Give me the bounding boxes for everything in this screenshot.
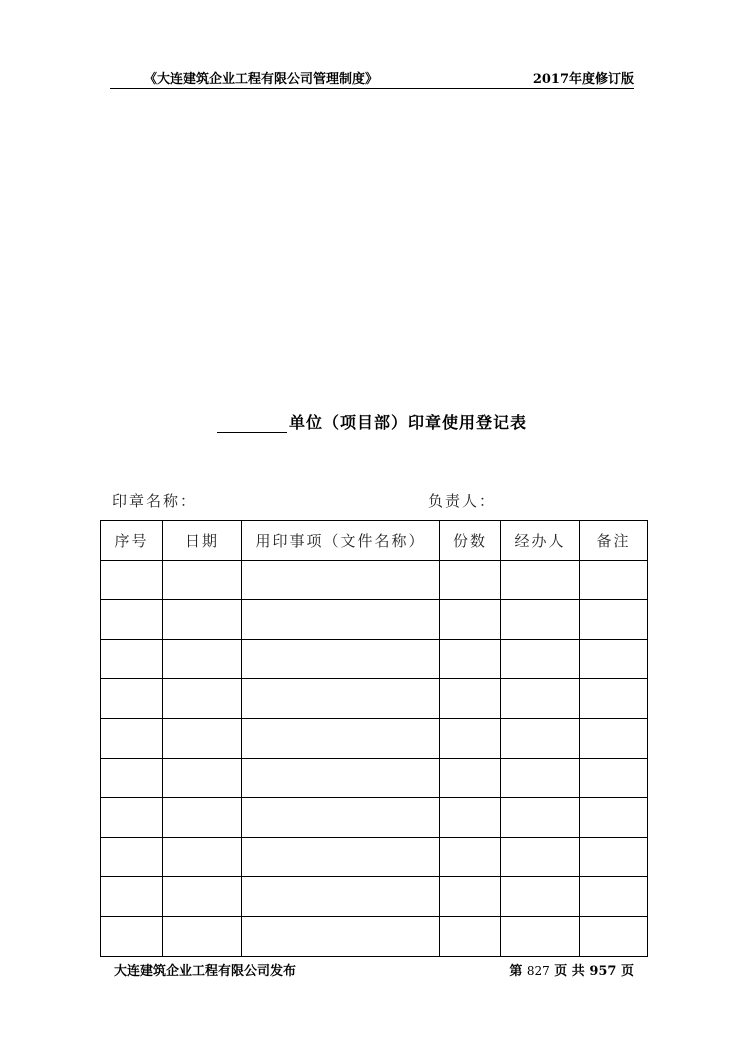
table-row [101,877,648,917]
column-header-handler: 经办人 [501,521,580,561]
column-header-date: 日期 [163,521,242,561]
copies-cell [440,758,501,798]
seal-purpose-cell [242,916,440,956]
table-row [101,837,648,877]
date-cell [163,560,242,600]
page-footer [114,960,634,980]
copies-cell [440,560,501,600]
seal-purpose-cell [242,798,440,838]
table-row [101,560,648,600]
copies-cell [440,837,501,877]
remarks-cell [580,916,648,956]
header-edition: 2017年度修订版 [532,72,634,87]
column-header-serial-number: 序号 [101,521,163,561]
table-row [101,916,648,956]
handler-cell [501,639,580,679]
date-cell [163,718,242,758]
serial-number-cell [101,560,163,600]
serial-number-cell [101,837,163,877]
copies-cell [440,916,501,956]
remarks-cell [580,718,648,758]
seal-purpose-cell [242,679,440,719]
serial-number-cell [101,877,163,917]
remarks-cell [580,798,648,838]
date-cell [163,758,242,798]
column-header-remarks: 备注 [580,521,648,561]
remarks-cell [580,758,648,798]
date-cell [163,877,242,917]
table-body [101,560,648,956]
table-row [101,600,648,640]
table-row [101,639,648,679]
serial-number-cell [101,639,163,679]
handler-cell [501,877,580,917]
header-document-title: 《大连建筑企业工程有限公司管理制度》 [144,72,379,87]
serial-number-cell [101,718,163,758]
table-row [101,718,648,758]
remarks-cell [580,837,648,877]
serial-number-cell [101,916,163,956]
seal-purpose-cell [242,877,440,917]
seal-purpose-cell [242,837,440,877]
form-title-text: 单位（项目部）印章使用登记表 [288,413,527,432]
handler-cell [501,837,580,877]
handler-cell [501,758,580,798]
copies-cell [440,600,501,640]
remarks-cell [580,679,648,719]
copies-cell [440,679,501,719]
handler-cell [501,798,580,838]
remarks-cell [580,639,648,679]
page-header [110,68,634,89]
seal-name-label: 印章名称： [112,492,198,510]
remarks-cell [580,877,648,917]
copies-cell [440,718,501,758]
table-row [101,758,648,798]
seal-purpose-cell [242,560,440,600]
copies-cell [440,639,501,679]
seal-purpose-cell [242,718,440,758]
table-header-row [101,521,648,561]
serial-number-cell [101,600,163,640]
copies-cell [440,877,501,917]
page-suffix: 页 [616,964,634,979]
table-row [101,798,648,838]
remarks-cell [580,560,648,600]
footer-publisher: 大连建筑企业工程有限公司发布 [114,964,297,979]
seal-purpose-cell [242,639,440,679]
date-cell [163,798,242,838]
page-prefix: 第 [509,964,527,979]
column-header-seal-purpose: 用印事项（文件名称） [242,521,440,561]
column-header-copies: 份数 [440,521,501,561]
date-cell [163,837,242,877]
handler-cell [501,916,580,956]
handler-cell [501,560,580,600]
copies-cell [440,798,501,838]
serial-number-cell [101,798,163,838]
total-page-count: 957 [589,964,617,979]
table-row [101,679,648,719]
date-cell [163,679,242,719]
page-middle: 页 共 [549,964,590,979]
serial-number-cell [101,679,163,719]
handler-cell [501,679,580,719]
responsible-person-label: 负责人： [428,492,497,510]
remarks-cell [580,600,648,640]
seal-purpose-cell [242,758,440,798]
serial-number-cell [101,758,163,798]
form-title [0,410,744,433]
seal-purpose-cell [242,600,440,640]
handler-cell [501,600,580,640]
date-cell [163,639,242,679]
date-cell [163,600,242,640]
current-page-number: 827 [526,964,550,978]
unit-name-blank [217,414,287,433]
seal-usage-register-table [100,520,648,957]
footer-page-number [509,960,634,979]
date-cell [163,916,242,956]
handler-cell [501,718,580,758]
